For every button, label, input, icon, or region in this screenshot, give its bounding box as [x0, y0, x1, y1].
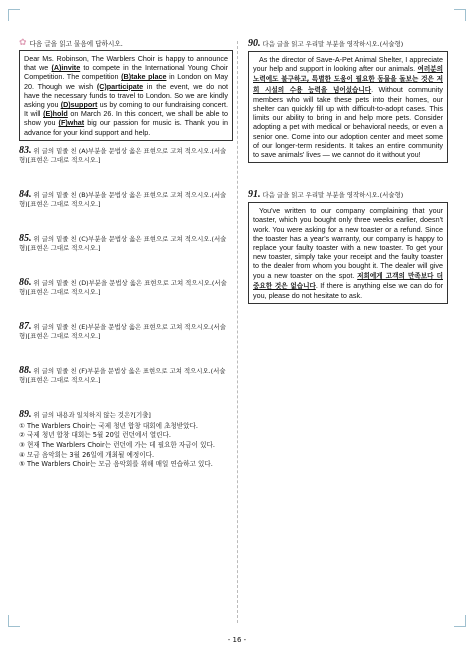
question-item — [19, 190, 233, 234]
underlined-segment: (C)participate — [96, 81, 144, 91]
question-item — [19, 366, 233, 410]
underlined-segment: (F)what — [58, 118, 85, 128]
question-text: 다음 글을 읽고 우리말 부분을 영작하시오.(서술형) — [262, 40, 404, 48]
text-segment: on March 26. In this concert, we shall be able to show you — [24, 109, 229, 128]
question-number: 89. — [19, 408, 32, 420]
question-number: 85. — [19, 232, 32, 244]
question-number: 90. — [248, 38, 261, 49]
text-segment: us by coming to our fundraising concert. It will — [24, 100, 228, 119]
question-number: 87. — [19, 320, 32, 332]
question-number: 83. — [19, 144, 32, 156]
question-text: 위 글의 밑줄 친 (F)부분을 문법상 옳은 표현으로 고쳐 적으시오.(서술형)[표현은 그대로 적으시오.] — [19, 366, 226, 384]
right-column — [248, 38, 448, 304]
question-item — [19, 146, 233, 190]
question-text: 위 글의 밑줄 친 (C)부분을 문법상 옳은 표현으로 고쳐 적으시오.(서술형)[표현은 그대로 적으시오.] — [19, 234, 227, 252]
question-90-header — [248, 38, 448, 49]
question-text: 위 글의 밑줄 친 (E)부분을 문법상 옳은 표현으로 고쳐 적으시오.(서술형)[표현은 그대로 적으시오.] — [19, 322, 226, 340]
question-number: 88. — [19, 364, 32, 376]
question-91-header — [248, 189, 448, 200]
question-number: 91. — [248, 189, 261, 201]
question-text: 위 글의 밑줄 친 (A)부분을 문법상 옳은 표현으로 고쳐 적으시오.(서술형)[표현은 그대로 적으시오.] — [19, 146, 227, 164]
question-89 — [19, 410, 233, 470]
question-text: 다음 글을 읽고 우리말 부분을 영작하시오.(서술형) — [262, 191, 404, 200]
answer-options — [19, 422, 233, 470]
instruction-text: 다음 글을 읽고 물음에 답하시오. — [29, 40, 123, 48]
passage-text — [253, 55, 443, 159]
underlined-segment: 여러분의 노력에도 불구하고, 특별한 도움이 필요한 동물을 돌보는 것은 저희 시설의 수용 능력을 넘어섰습니다 — [253, 65, 443, 94]
question-list — [19, 146, 233, 410]
question-item — [19, 322, 233, 366]
underlined-segment: (B)take place — [121, 72, 167, 82]
question-number: 86. — [19, 276, 32, 288]
text-segment: As the director of Save-A-Pet Animal Shelter, I appreciate your help and support in looking after our animals. — [253, 55, 443, 74]
passage-box-90 — [248, 51, 448, 163]
text-segment: in London on May 20. Though we wish — [24, 72, 228, 91]
answer-option[interactable]: ⑤ The Warblers Choir는 모금 음악회를 위해 매일 연습하고 있다. — [19, 460, 213, 469]
text-segment: to compete in the International Young Choir Competition. The competition — [24, 63, 229, 82]
question-text: 위 글의 밑줄 친 (D)부분을 문법상 옳은 표현으로 고쳐 적으시오.(서술형)[표현은 그대로 적으시오.] — [19, 278, 227, 296]
text-segment: big our passion for music is. Thank you in advance for your kind support and help. — [24, 118, 228, 137]
question-text: 위 글의 내용과 일치하지 않는 것은?[기출] — [33, 410, 151, 419]
text-segment: . If there is anything else we can do for you, please do not hesitate to ask. — [253, 280, 444, 301]
answer-option[interactable]: ② 국제 청년 합창 대회는 5월 20일 런던에서 열린다. — [19, 431, 172, 440]
text-segment: . Without community members who will take these pets into their homes, our shelter can quickly fill up with difficult-to-adopt cases. This limits our ability to bring in and help more pets. Consider adopting a pet with medical or behavioral needs, or even a senior one. Come into our adoption center and meet some of our longer-term residents. It takes an entire community to save animals' lives — we cannot do it without you! — [253, 84, 443, 160]
passage-text — [253, 206, 443, 300]
frame-corner — [454, 9, 466, 21]
text-segment: Dear Ms. Robinson, The Warblers Choir is happy to announce that we — [24, 54, 228, 73]
underlined-segment: (D)support — [60, 100, 98, 110]
page-number: - 16 - — [227, 636, 247, 644]
passage-text — [24, 54, 228, 137]
question-item — [19, 278, 233, 322]
underlined-segment: (E)hold — [43, 109, 68, 119]
passage-box-91 — [248, 202, 448, 304]
frame-corner — [8, 615, 20, 627]
underlined-segment: (A)invite — [51, 63, 81, 73]
underlined-segment: 저희에게 고객의 만족보다 더 중요한 것은 없습니다 — [253, 271, 443, 290]
text-segment: You've written to our company complaining that your toaster, which you bought only three weeks earlier, doesn't work. You were asking for a new toaster or a refund. Since the toaster has a year's warranty, our company is happy to replace your faulty toaster with a new toaster. To get your new toaster, simply take your receipt and the faulty toaster to the dealer from whom you bought it. The dealer will give you a new toaster on the spot. — [253, 206, 443, 280]
answer-option[interactable]: ① The Warblers Choir는 국제 청년 합창 대회에 초청받았다. — [19, 421, 199, 430]
question-item — [19, 234, 233, 278]
answer-option[interactable]: ④ 모금 음악회는 3월 26일에 개최될 예정이다. — [19, 450, 155, 459]
question-text: 위 글의 밑줄 친 (B)부분을 문법상 옳은 표현으로 고쳐 적으시오.(서술형)[표현은 그대로 적으시오.] — [19, 190, 227, 208]
frame-corner — [454, 615, 466, 627]
answer-option[interactable]: ③ 현재 The Warblers Choir는 런던에 가는 데 필요한 자금이 있다. — [19, 441, 215, 450]
instruction — [19, 38, 233, 48]
flower-icon: ✿ — [19, 38, 27, 48]
passage-box — [19, 50, 233, 141]
column-divider — [237, 41, 238, 623]
frame-corner — [8, 9, 20, 21]
text-segment: in the event, we do not have the necessary funds to travel to London. So we are kindly asking you — [24, 81, 228, 110]
question-number: 84. — [19, 188, 32, 200]
left-column — [19, 38, 233, 470]
